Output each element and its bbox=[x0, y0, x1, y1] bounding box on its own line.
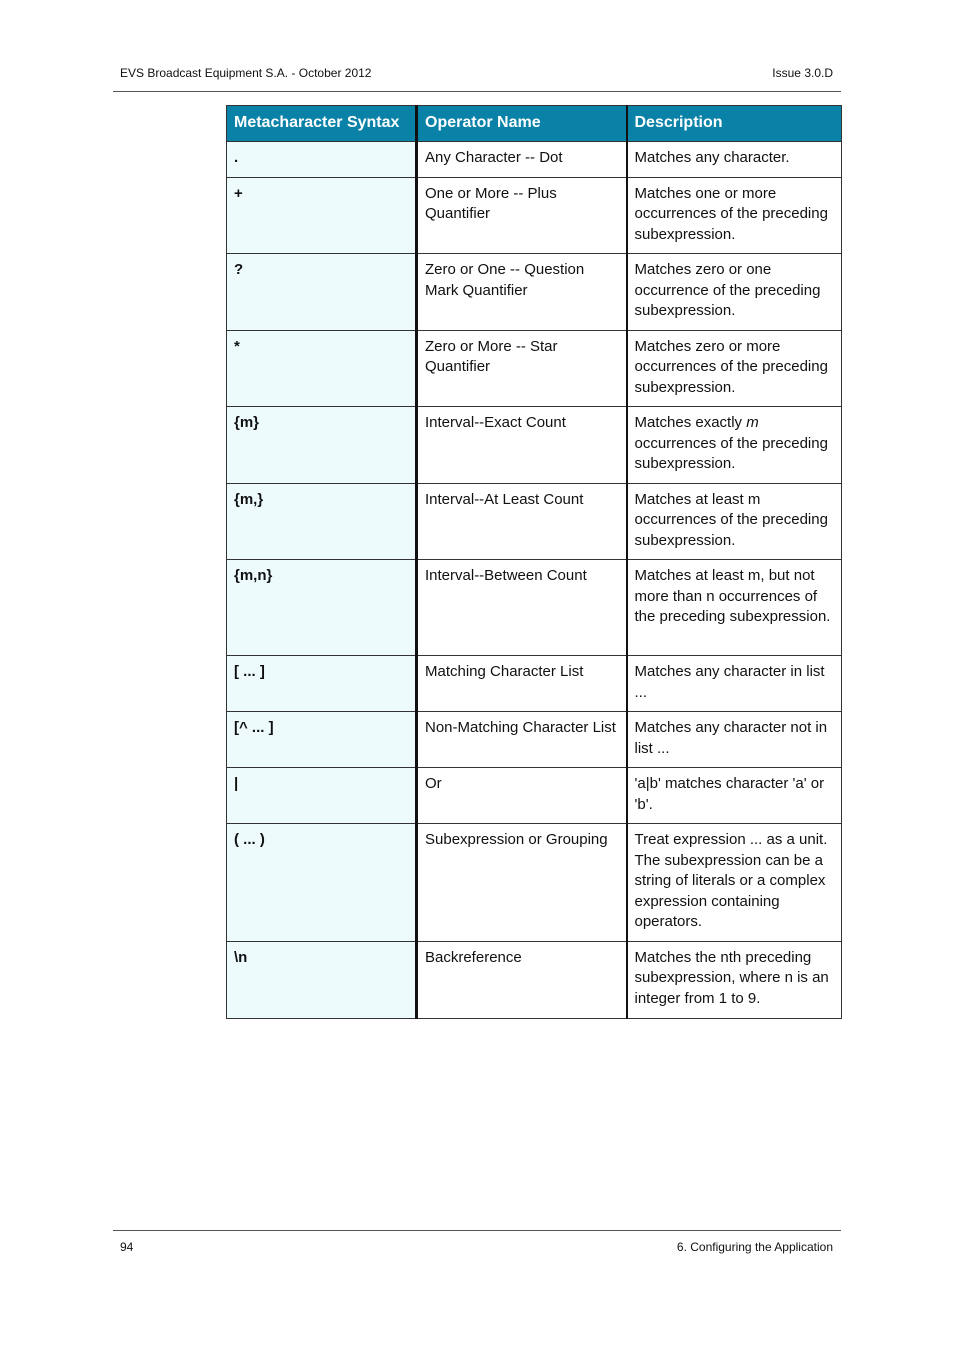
header-issue: Issue 3.0.D bbox=[772, 66, 833, 80]
header-publisher: EVS Broadcast Equipment S.A. - October 2012 bbox=[120, 66, 372, 80]
table-row bbox=[227, 712, 842, 768]
syntax-cell: | bbox=[227, 768, 417, 824]
description-cell: Matches at least m, but not more than n occurrences of the preceding subexpression. bbox=[627, 560, 842, 656]
description-cell: Matches zero or more occurrences of the preceding subexpression. bbox=[627, 330, 842, 407]
table-row bbox=[227, 768, 842, 824]
operator-cell: Or bbox=[417, 768, 627, 824]
operator-cell: Any Character -- Dot bbox=[417, 142, 627, 178]
page-header bbox=[113, 64, 841, 92]
syntax-cell: ? bbox=[227, 254, 417, 331]
table-header-row bbox=[227, 106, 842, 142]
description-cell: Matches zero or one occurrence of the preceding subexpression. bbox=[627, 254, 842, 331]
syntax-cell: . bbox=[227, 142, 417, 178]
chapter-title: 6. Configuring the Application bbox=[676, 1240, 833, 1254]
table-row bbox=[227, 177, 842, 254]
table-row bbox=[227, 330, 842, 407]
column-header-syntax: Metacharacter Syntax bbox=[227, 106, 417, 142]
syntax-cell: {m,n} bbox=[227, 560, 417, 656]
description-cell: Matches any character in list ... bbox=[627, 656, 842, 712]
syntax-cell: \n bbox=[227, 941, 417, 1018]
syntax-cell: + bbox=[227, 177, 417, 254]
operator-cell: Zero or More -- Star Quantifier bbox=[417, 330, 627, 407]
table-row bbox=[227, 941, 842, 1018]
column-header-operator: Operator Name bbox=[417, 106, 627, 142]
description-cell: Matches the nth preceding subexpression, where n is an integer from 1 to 9. bbox=[627, 941, 842, 1018]
description-cell: Matches any character. bbox=[627, 142, 842, 178]
table-row bbox=[227, 483, 842, 560]
syntax-cell: {m,} bbox=[227, 483, 417, 560]
syntax-cell: ( ... ) bbox=[227, 824, 417, 942]
operator-cell: Zero or One -- Question Mark Quantifier bbox=[417, 254, 627, 331]
description-cell: 'a|b' matches character 'a' or 'b'. bbox=[627, 768, 842, 824]
description-cell bbox=[627, 407, 842, 484]
operator-cell: Subexpression or Grouping bbox=[417, 824, 627, 942]
description-cell: Matches any character not in list ... bbox=[627, 712, 842, 768]
operator-cell: Interval--Exact Count bbox=[417, 407, 627, 484]
operator-cell: Non-Matching Character List bbox=[417, 712, 627, 768]
table-row bbox=[227, 560, 842, 656]
description-text: Matches exactly bbox=[634, 414, 747, 431]
table-row bbox=[227, 407, 842, 484]
operator-cell: Backreference bbox=[417, 941, 627, 1018]
operator-cell: Matching Character List bbox=[417, 656, 627, 712]
metacharacter-table bbox=[226, 105, 842, 1019]
syntax-cell: {m} bbox=[227, 407, 417, 484]
syntax-cell: [ ... ] bbox=[227, 656, 417, 712]
table-row bbox=[227, 142, 842, 178]
syntax-cell: [^ ... ] bbox=[227, 712, 417, 768]
description-cell: Treat expression ... as a unit. The subexpression can be a string of literals or a complex expression containing operators. bbox=[627, 824, 842, 942]
operator-cell: One or More -- Plus Quantifier bbox=[417, 177, 627, 254]
description-text: occurrences of the preceding subexpression. bbox=[634, 434, 828, 472]
table-row bbox=[227, 254, 842, 331]
syntax-cell: * bbox=[227, 330, 417, 407]
table-row bbox=[227, 824, 842, 942]
description-variable: m bbox=[746, 414, 759, 431]
operator-cell: Interval--Between Count bbox=[417, 560, 627, 656]
page-number: 94 bbox=[120, 1240, 134, 1254]
description-cell: Matches at least m occurrences of the preceding subexpression. bbox=[627, 483, 842, 560]
column-header-description: Description bbox=[627, 106, 842, 142]
description-cell: Matches one or more occurrences of the preceding subexpression. bbox=[627, 177, 842, 254]
operator-cell: Interval--At Least Count bbox=[417, 483, 627, 560]
table-row bbox=[227, 656, 842, 712]
page-footer bbox=[113, 1230, 841, 1254]
